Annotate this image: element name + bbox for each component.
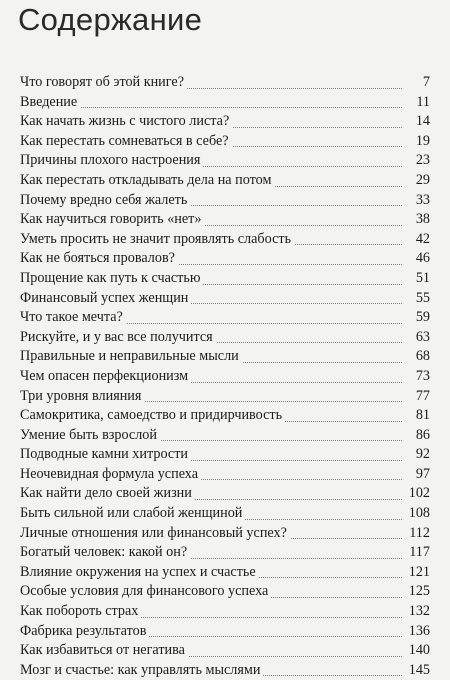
toc-entry-title: Как избавиться от негатива [20, 642, 188, 658]
toc-entry-title: Рискуйте, и у вас все получится [20, 329, 216, 345]
toc-entry-page-number: 145 [405, 661, 430, 680]
toc-entry [20, 269, 430, 289]
toc-entry-page-number: 63 [412, 328, 430, 348]
toc-entry [20, 602, 430, 622]
toc-entry-page-number: 136 [405, 622, 430, 642]
toc-entry [20, 347, 430, 367]
toc-entry-title: Чем опасен перфекционизм [20, 368, 191, 384]
toc-entry-title: Влияние окружения на успех и счастье [20, 564, 259, 580]
toc-entry-page-number: 68 [412, 347, 430, 367]
toc-entry-title: Как перестать откладывать дела на потом [20, 172, 274, 188]
toc-entry-title: Причины плохого настроения [20, 152, 203, 168]
toc-entry-title: Прощение как путь к счастью [20, 270, 203, 286]
toc-entry-page-number: 140 [405, 641, 430, 661]
toc-entry-title: Фабрика результатов [20, 623, 149, 639]
toc-entry-title: Что говорят об этой книге? [20, 74, 187, 90]
toc-entry-page-number: 7 [419, 73, 430, 93]
toc-entry-page-number: 11 [412, 93, 430, 113]
toc-entry-title: Быть сильной или слабой женщиной [20, 505, 245, 521]
toc-entry-title: Как найти дело своей жизни [20, 485, 195, 501]
toc-entry [20, 543, 430, 563]
toc-entry-page-number: 29 [412, 171, 430, 191]
toc-entry [20, 132, 430, 152]
toc-entry [20, 308, 430, 328]
toc-entry [20, 328, 430, 348]
toc-entry-page-number: 23 [412, 151, 430, 171]
toc-entry [20, 622, 430, 642]
toc-entry-page-number: 108 [405, 504, 430, 524]
toc-entry [20, 445, 430, 465]
toc-entry-page-number: 132 [405, 602, 430, 622]
toc-entry-page-number: 73 [412, 367, 430, 387]
toc-entry [20, 465, 430, 485]
toc-entry-title: Умение быть взрослой [20, 427, 160, 443]
toc-entry [20, 563, 430, 583]
toc-entry [20, 582, 430, 602]
toc-entry [20, 367, 430, 387]
toc-entry-title: Самокритика, самоедство и придирчивость [20, 407, 285, 423]
toc-entry-page-number: 92 [412, 445, 430, 465]
toc-entry-title: Почему вредно себя жалеть [20, 192, 190, 208]
toc-entry-page-number: 46 [412, 249, 430, 269]
toc-entry-title: Как начать жизнь с чистого листа? [20, 113, 232, 129]
toc-entry [20, 406, 430, 426]
toc-entry-page-number: 121 [405, 563, 430, 583]
toc-entry [20, 112, 430, 132]
toc-entry-page-number: 59 [412, 308, 430, 328]
toc-entry [20, 230, 430, 250]
toc-entry-title: Как побороть страх [20, 603, 141, 619]
toc-entry [20, 73, 430, 93]
toc-entry-page-number: 125 [405, 582, 430, 602]
toc-entry-page-number: 102 [405, 484, 430, 504]
toc-entry [20, 426, 430, 446]
toc-entry-page-number: 38 [412, 210, 430, 230]
toc-entry-title: Мозг и счастье: как управлять мыслями [20, 662, 263, 678]
toc-entry [20, 249, 430, 269]
toc-entry-page-number: 42 [412, 230, 430, 250]
toc-entry [20, 484, 430, 504]
toc-entry [20, 661, 430, 680]
toc-entry-page-number: 51 [412, 269, 430, 289]
toc-entry-page-number: 55 [412, 289, 430, 309]
toc-entry-page-number: 117 [405, 543, 430, 563]
toc-entry-page-number: 112 [405, 524, 430, 544]
toc-entry [20, 387, 430, 407]
page-title: Содержание [18, 2, 203, 37]
toc-entry [20, 641, 430, 661]
toc-list [20, 73, 430, 680]
toc-entry-title: Правильные и неправильные мысли [20, 348, 242, 364]
toc-entry-title: Богатый человек: какой он? [20, 544, 190, 560]
toc-entry-title: Как научиться говорить «нет» [20, 211, 204, 227]
toc-entry-title: Как перестать сомневаться в себе? [20, 133, 232, 149]
toc-entry-title: Уметь просить не значит проявлять слабость [20, 231, 294, 247]
toc-entry-title: Три уровня влияния [20, 388, 144, 404]
toc-entry-page-number: 86 [412, 426, 430, 446]
toc-entry-title: Что такое мечта? [20, 309, 126, 325]
toc-entry-title: Введение [20, 94, 80, 110]
toc-entry-title: Финансовый успех женщин [20, 290, 191, 306]
toc-entry-title: Личные отношения или финансовый успех? [20, 525, 290, 541]
toc-entry-page-number: 97 [412, 465, 430, 485]
toc-entry-title: Неочевидная формула успеха [20, 466, 201, 482]
toc-entry [20, 191, 430, 211]
toc-entry [20, 504, 430, 524]
toc-entry-page-number: 81 [412, 406, 430, 426]
toc-entry [20, 210, 430, 230]
toc-entry [20, 151, 430, 171]
toc-entry-title: Особые условия для финансового успеха [20, 583, 271, 599]
toc-entry [20, 524, 430, 544]
toc-entry-page-number: 19 [412, 132, 430, 152]
toc-entry-page-number: 33 [412, 191, 430, 211]
toc-entry-page-number: 77 [412, 387, 430, 407]
toc-entry-title: Как не бояться провалов? [20, 250, 178, 266]
toc-entry [20, 289, 430, 309]
toc-entry-page-number: 14 [412, 112, 430, 132]
toc-entry [20, 93, 430, 113]
toc-entry-title: Подводные камни хитрости [20, 446, 191, 462]
toc-entry [20, 171, 430, 191]
